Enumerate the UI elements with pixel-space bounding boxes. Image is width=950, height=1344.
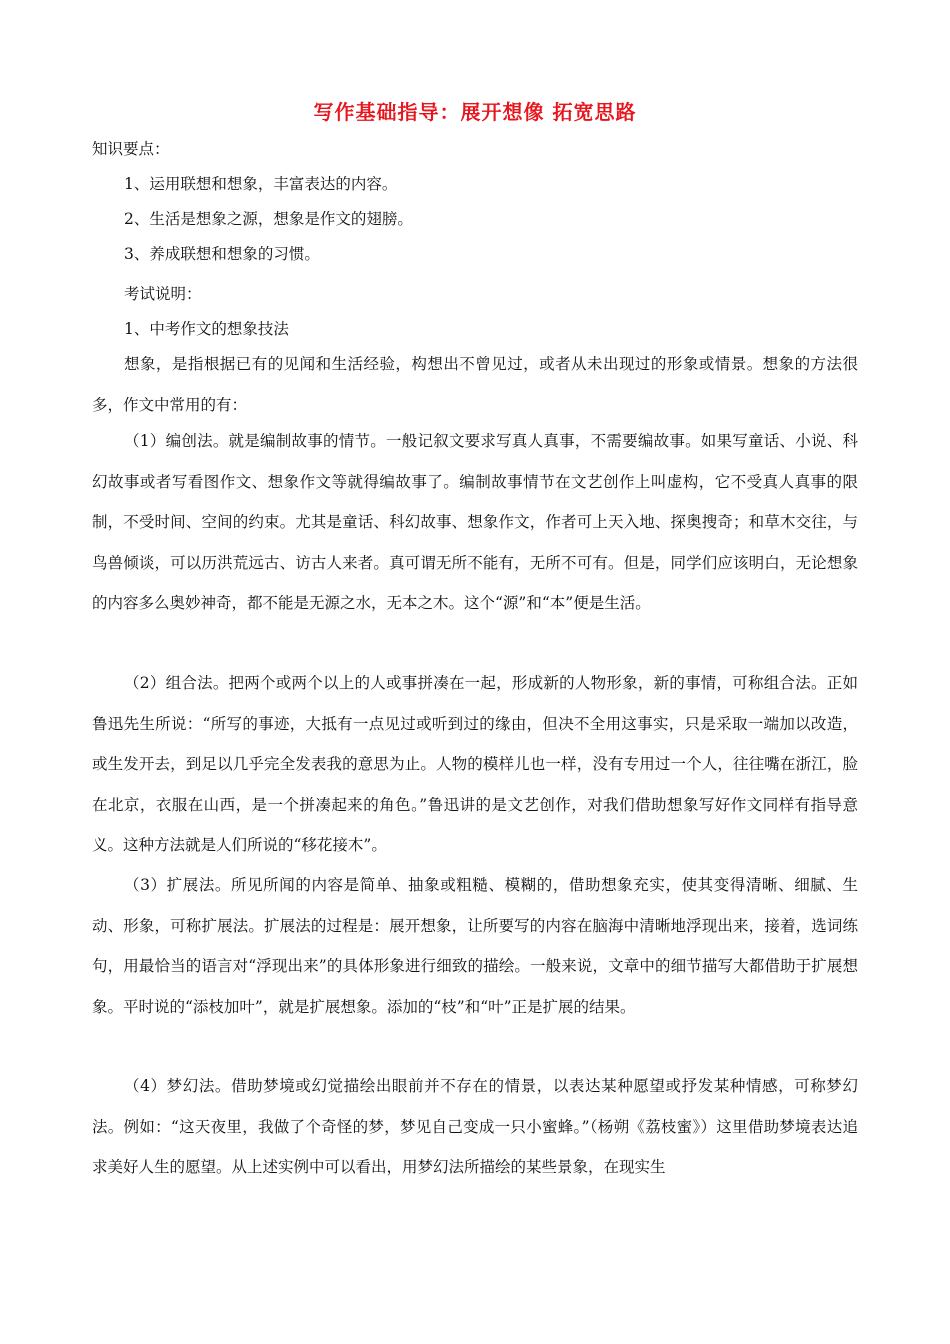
- exam-heading: 考试说明：: [124, 285, 202, 303]
- knowledge-point-2: 2、生活是想象之源，想象是作文的翅膀。: [124, 210, 413, 228]
- paragraph-method-3: （3）扩展法。所见所闻的内容是简单、抽象或粗糙、模糊的，借助想象充实，使其变得清晰、细腻、生动、形象，可称扩展法。扩展法的过程是：展开想象，让所要写的内容在脑海中清晰地浮现出来，接着，选词练句，用最恰当的语言对“浮现出来”的具体形象进行细致的描绘。一般来说，文章中的细节描写大都借助于扩展想象。平时说的“添枝加叶”，就是扩展想象。添加的“枝”和“叶”正是扩展的结果。: [92, 876, 858, 1016]
- document-title: 写作基础指导：展开想像 拓宽思路: [313, 100, 637, 124]
- paragraph-intro: 想象，是指根据已有的见闻和生活经验，构想出不曾见过，或者从未出现过的形象或情景。想象的方法很多，作文中常用的有：: [92, 355, 858, 414]
- section-heading: 1、中考作文的想象技法: [124, 320, 289, 338]
- paragraph-method-4: （4）梦幻法。借助梦境或幻觉描绘出眼前并不存在的情景，以表达某种愿望或抒发某种情感，可称梦幻法。例如：“这天夜里，我做了个奇怪的梦，梦见自己变成一只小蜜蜂。”（杨朔《荔枝蜜》）这里借助梦境表达追求美好人生的愿望。从上述实例中可以看出，用梦幻法所描绘的某些景象，在现实生: [92, 1077, 858, 1176]
- knowledge-point-1: 1、运用联想和想象，丰富表达的内容。: [124, 175, 398, 193]
- knowledge-point-3: 3、养成联想和想象的习惯。: [124, 245, 320, 263]
- paragraph-method-1: （1）编创法。就是编制故事的情节。一般记叙文要求写真人真事，不需要编故事。如果写童话、小说、科幻故事或者写看图作文、想象作文等就得编故事了。编制故事情节在文艺创作上叫虚构，它不受真人真事的限制，不受时间、空间的约束。尤其是童话、科幻故事、想象作文，作者可上天入地、探奥搜奇；和草木交往，与鸟兽倾谈，可以历洪荒远古、访古人来者。真可谓无所不能有，无所不可有。但是，同学们应该明白，无论想象的内容多么奥妙神奇，都不能是无源之水，无本之木。这个“源”和“本”便是生活。: [92, 432, 858, 612]
- knowledge-heading: 知识要点：: [92, 140, 170, 158]
- paragraph-method-2: （2）组合法。把两个或两个以上的人或事拼凑在一起，形成新的人物形象，新的事情，可称组合法。正如鲁迅先生所说：“所写的事迹，大抵有一点见过或听到过的缘由，但决不全用这事实，只是采取一端加以改造，或生发开去，到足以几乎完全发表我的意思为止。人物的模样儿也一样，没有专用过一个人，往往嘴在浙江，脸在北京，衣服在山西，是一个拼凑起来的角色。”鲁迅讲的是文艺创作，对我们借助想象写好作文同样有指导意义。这种方法就是人们所说的“移花接木”。: [92, 674, 858, 854]
